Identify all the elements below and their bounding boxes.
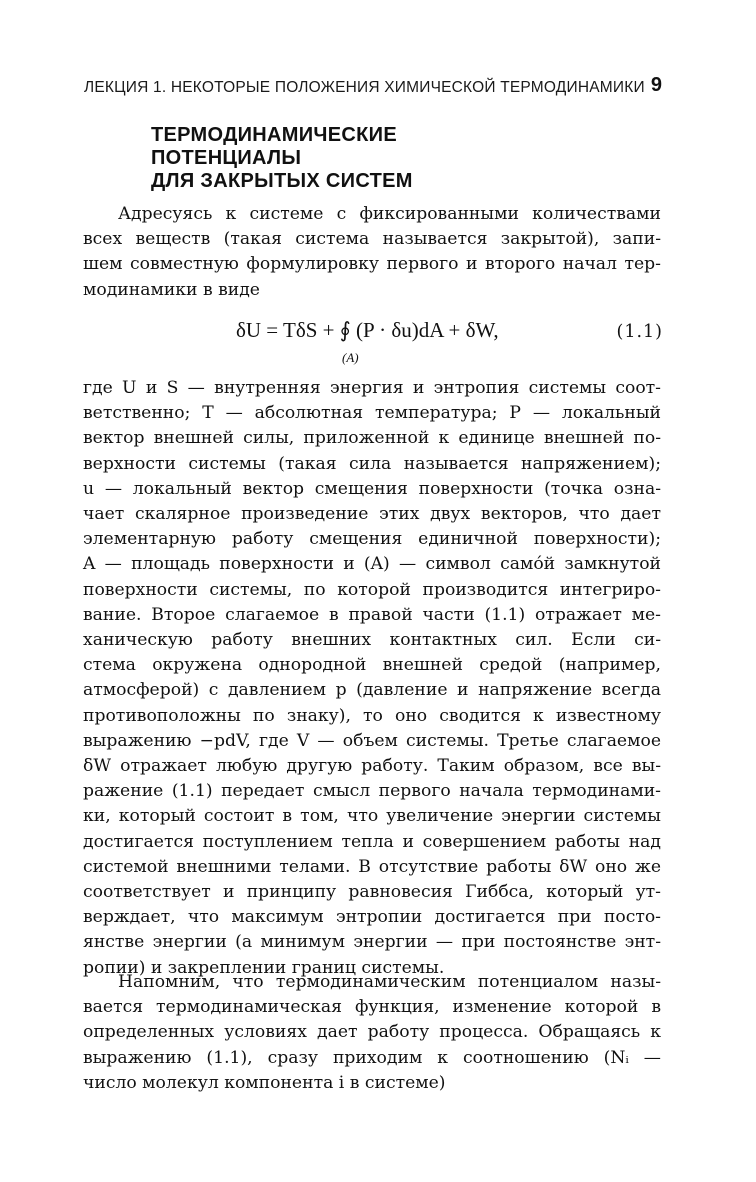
text-line: янстве энергии (а минимум энергии — при постоянстве энт-	[83, 932, 661, 953]
page-number: 9	[650, 74, 662, 96]
text-line: чает скалярное произведение этих двух векторов, что дает	[83, 504, 661, 525]
text-line: ропии) и закреплении границ системы.	[83, 957, 445, 978]
text-line: вектор внешней силы, приложенной к единице внешней по-	[83, 428, 661, 449]
text-line: верждает, что максимум энтропии достигается при посто-	[83, 907, 661, 928]
section-title-line: ПОТЕНЦИАЛЫ	[151, 147, 302, 169]
equation-expression: δU = TδS + ∮ (P · δu)dA + δW,	[236, 318, 499, 342]
paragraph-definitions	[83, 376, 661, 981]
text-line: ки, который состоит в том, что увеличение энергии системы	[83, 806, 661, 827]
section-title-line: ТЕРМОДИНАМИЧЕСКИЕ	[151, 124, 397, 146]
text-line: соответствует и принципу равновесия Гиббса, который ут-	[83, 882, 661, 903]
text-line: всех веществ (такая система называется закрытой), запи-	[83, 229, 661, 250]
section-title-line: ДЛЯ ЗАКРЫТЫХ СИСТЕМ	[151, 170, 413, 192]
text-line: верхности системы (такая сила называется напряжением);	[83, 453, 661, 474]
text-line: модинамики в виде	[83, 279, 260, 300]
text-line: вание. Второе слагаемое в правой части (1.1) отражает ме-	[83, 604, 661, 625]
text-line: элементарную работу смещения единичной поверхности);	[83, 529, 661, 550]
text-line: A — площадь поверхности и (A) — символ само́й замкнутой	[83, 554, 661, 575]
text-line: ражение (1.1) передает смысл первого начала термодинами-	[83, 781, 661, 802]
equation-1-1	[83, 312, 663, 368]
section-title	[151, 124, 551, 193]
text-line: вается термодинамическая функция, изменение которой в	[83, 997, 661, 1018]
text-line: определенных условиях дает работу процесса. Обращаясь к	[83, 1022, 661, 1043]
text-line: стема окружена однородной внешней средой (например,	[83, 655, 661, 676]
text-line: противоположны по знаку), то оно сводится к известному	[83, 705, 661, 726]
text-line: поверхности системы, по которой производится интегриро-	[83, 579, 661, 600]
running-title: ЛЕКЦИЯ 1. НЕКОТОРЫЕ ПОЛОЖЕНИЯ ХИМИЧЕСКОЙ ТЕРМОДИНАМИКИ	[84, 79, 645, 96]
text-line: ветственно; T — абсолютная температура; P — локальный	[83, 403, 661, 424]
text-line: выражению −pdV, где V — объем системы. Третье слагаемое	[83, 730, 661, 751]
text-line: u — локальный вектор смещения поверхности (точка озна-	[83, 478, 661, 499]
text-line: шем совместную формулировку первого и второго начал тер-	[83, 254, 661, 275]
text-line: Напомним, что термодинамическим потенциалом назы-	[118, 972, 661, 992]
text-line: где U и S — внутренняя энергия и энтропия системы соот-	[83, 378, 661, 398]
equation-number: (1.1)	[616, 322, 663, 342]
paragraph-intro	[83, 202, 661, 303]
equation-integral-subscript: (A)	[342, 350, 359, 365]
text-line: атмосферой) с давлением p (давление и напряжение всегда	[83, 680, 661, 701]
text-line: системой внешними телами. В отсутствие работы δW оно же	[83, 856, 661, 877]
text-line: достигается поступлением тепла и совершением работы над	[83, 831, 661, 852]
text-line: δW отражает любую другую работу. Таким образом, все вы-	[83, 756, 661, 777]
text-line: выражению (1.1), сразу приходим к соотношению (Nᵢ —	[83, 1047, 661, 1068]
text-line: число молекул компонента i в системе)	[83, 1072, 446, 1093]
paragraph-potentials	[83, 970, 661, 1096]
text-line: Адресуясь к системе с фиксированными количествами	[118, 204, 661, 224]
text-line: ханическую работу внешних контактных сил. Если си-	[83, 630, 661, 651]
